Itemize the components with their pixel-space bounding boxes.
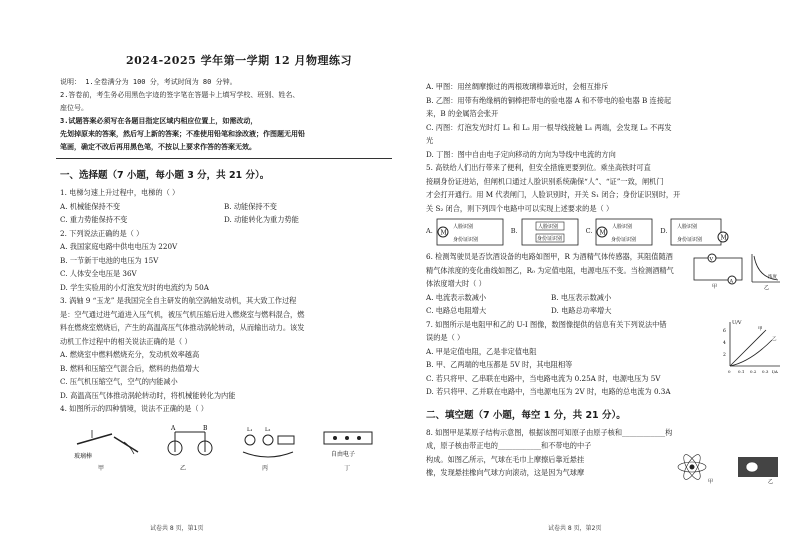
svg-text:B: B — [202, 424, 208, 432]
page-footer: 试卷共 8 页，第2页 — [548, 525, 602, 532]
note-line: 笔画，确定不改后再用黑色笔，不按以上要求作答的答案无效。 — [60, 143, 256, 151]
question-8 — [426, 426, 782, 485]
question-stem-line: 8. 如图甲是某原子结构示意图，根据该图可知原子由原子核和____________构 — [426, 427, 673, 437]
option-d[interactable]: D. 学生实验用的小灯泡发光时的电流约为 50A — [60, 282, 209, 292]
question-1 — [60, 186, 388, 227]
svg-text:浓度: 浓度 — [768, 275, 777, 280]
svg-text:0.1: 0.1 — [738, 368, 745, 374]
svg-text:L₁: L₁ — [247, 426, 253, 433]
page-footer: 试卷共 8 页，第1页 — [150, 525, 204, 532]
svg-text:甲: 甲 — [708, 478, 714, 485]
svg-text:乙: 乙 — [772, 336, 777, 342]
circuit-option-c[interactable] — [586, 217, 655, 247]
section-divider — [56, 158, 392, 159]
circuit-option-b[interactable] — [511, 217, 580, 247]
svg-text:身份证识别: 身份证识别 — [611, 237, 637, 243]
svg-text:M: M — [720, 234, 728, 242]
note-line: 座位号。 — [60, 104, 88, 112]
option-c[interactable]: C. 丙图：灯泡发光时灯 L₁ 和 L₂ 用一根导线接触 L₁ 两端，会发现 L₂ 不再发 — [426, 122, 672, 132]
option-b[interactable]: B. 乙图：用带有绝缘柄的铜棒把带电的验电器 A 和不带电的验电器 B 连接起 — [426, 95, 672, 105]
option-d[interactable]: D. 若只将甲、乙并联在电路中，当电源电压为 2V 时，电路的总电流为 0.3A — [426, 387, 671, 396]
question-stem-line: 5. 高铁给人们出行带来了便利，但安全措施更要到位。乘坐高铁时可直 — [426, 163, 651, 172]
option-c[interactable]: C. 人体安全电压是 36V — [60, 269, 137, 278]
question-6 — [426, 250, 782, 318]
option-b[interactable]: B. 动能保持不变 — [224, 201, 277, 211]
question-7 — [426, 318, 782, 399]
svg-text:0.2: 0.2 — [750, 368, 757, 374]
question-stem-line: 误的是（ ） — [426, 333, 465, 342]
option-c[interactable]: C. 电路总电阻增大 — [426, 306, 487, 315]
circuit-label: B. — [510, 227, 518, 236]
q5-circuit-options — [426, 217, 782, 247]
svg-text:人脸识别: 人脸识别 — [537, 224, 558, 230]
option-a[interactable]: A. 我国家庭电路中供电电压为 220V — [60, 242, 178, 251]
note-line: 说明： 1.全卷满分为 100 分，考试时间为 80 分钟。 — [60, 78, 237, 86]
option-a[interactable]: A. 机械能保持不变 — [60, 201, 121, 211]
section-heading: 一、选择题（7 小题，每小题 3 分，共 21 分）。 — [60, 170, 270, 181]
q8-figure — [672, 453, 782, 485]
question-stem-line: 体浓度增大时（ ） — [426, 279, 486, 288]
option-a[interactable]: A. 甲是定值电阻，乙是非定值电阻 — [426, 346, 537, 356]
option-b[interactable]: B. 燃料和压缩空气混合后，燃料的热值增大 — [60, 363, 200, 373]
question-5 — [426, 161, 782, 247]
figure-label: 乙 — [179, 464, 186, 472]
question-stem: 1. 电梯匀速上升过程中，电梯的（ ） — [60, 188, 180, 197]
option-d[interactable]: D. 动能转化为重力势能 — [224, 215, 299, 224]
option-c[interactable]: C. 压气机压缩空气，空气的内能减小 — [60, 377, 178, 386]
note-line: 2.答卷前，考生务必用黑色字迹的签字笔在答题卡上填写学校、班别、姓名、 — [60, 91, 300, 99]
question-4-options — [426, 80, 782, 161]
question-stem-line: 3. 涡轴 9 “玉龙” 是我国完全自主研发的航空涡轴发动机，其大致工作过程 — [60, 296, 297, 305]
circuit-label: A. — [426, 227, 433, 236]
right-column — [398, 0, 794, 546]
question-stem-line: 6. 检测驾驶员是否饮酒设备的电路如图甲，R 为酒精气体传感器，其阻值随酒 — [426, 252, 673, 261]
figure-ding-label: 自由电子 — [331, 450, 356, 458]
svg-text:身份证识别: 身份证识别 — [536, 236, 562, 242]
circuit-b-diagram — [520, 217, 580, 247]
section-heading: 二、填空题（7 小题，每空 1 分，共 21 分）。 — [426, 409, 626, 421]
svg-text:乙: 乙 — [768, 478, 774, 485]
svg-text:乙: 乙 — [764, 285, 770, 290]
svg-text:甲: 甲 — [712, 284, 718, 290]
figure-bing — [238, 422, 298, 462]
svg-text:2: 2 — [723, 352, 726, 358]
svg-text:6: 6 — [723, 328, 726, 334]
circuit-d-diagram — [669, 217, 731, 247]
svg-text:I/A: I/A — [772, 368, 778, 374]
exam-notes — [60, 76, 388, 154]
svg-text:4: 4 — [723, 340, 726, 346]
question-stem-line: 成，原子核由带正电的____________和不带电的中子 — [426, 441, 592, 450]
svg-text:U/V: U/V — [732, 319, 742, 326]
svg-text:人脸识别: 人脸识别 — [452, 224, 473, 230]
svg-text:0: 0 — [728, 368, 731, 374]
figure-ding — [321, 422, 376, 462]
svg-text:L₂: L₂ — [265, 426, 271, 433]
q4-figure-labels — [60, 462, 388, 476]
option-c-cont: 光 — [426, 136, 434, 145]
svg-text:V: V — [709, 256, 714, 263]
figure-label: 甲 — [97, 464, 104, 472]
question-stem-line: 关 S₂ 闭合，则下列四个电路中可以实现上述要求的是（ ） — [426, 203, 614, 213]
note-line: 先划掉原来的答案，然后写上新的答案；不准使用铅笔和涂改液；作图题无用铅 — [60, 130, 305, 138]
figure-jia-label: 玻璃棒 — [73, 452, 92, 460]
q4-figure-row — [60, 418, 388, 462]
question-3 — [60, 294, 388, 402]
question-stem-line: 构成。如图乙所示，气球在毛巾上摩擦后靠近悬挂 — [426, 454, 585, 464]
circuit-label: D. — [660, 227, 668, 236]
page-title: 2024-2025 学年第一学期 12 月物理练习 — [125, 54, 353, 67]
question-stem-line: 是：空气通过进气道进入压气机，被压气机压缩后进入燃烧室与燃料混合，燃 — [60, 309, 305, 319]
svg-text:A: A — [170, 424, 176, 432]
option-a[interactable]: A. 燃烧室中燃料燃烧充分，发动机效率越高 — [60, 350, 200, 359]
circuit-a-diagram — [435, 217, 505, 247]
svg-text:身份证识别: 身份证识别 — [452, 237, 478, 243]
option-b-cont: 来，B 的金属箔会张开 — [426, 109, 499, 118]
question-stem-line: 接刷身份证进站，但闸机口通过人脸识别系统确保“人”、“证”一致，闸机门 — [426, 176, 664, 186]
svg-text:0.3: 0.3 — [762, 368, 769, 374]
option-c[interactable]: C. 若只将甲、乙串联在电路中，当电路电流为 0.25A 时，电源电压为 5V — [426, 373, 661, 383]
svg-text:身份证识别: 身份证识别 — [677, 237, 703, 243]
question-stem: 4. 如图所示的四种情境，说法不正确的是（ ） — [60, 404, 208, 413]
question-stem-line: 才会打开通行。用 M 代表闸门，人脸识别时，开关 S₁ 闭合；身份证识别时，开 — [426, 190, 681, 199]
option-d[interactable]: D. 高温高压气体推动涡轮转动时，将机械能转化为内能 — [60, 390, 236, 400]
option-d[interactable]: D. 丁图：图中自由电子定向移动的方向为导线中电流的方向 — [426, 149, 616, 159]
svg-text:M: M — [440, 229, 447, 237]
question-stem-line: 7. 如图所示是电阻甲和乙的 U-I 图像，数图像提供的信息有关下列说法中错 — [426, 319, 667, 329]
figure-label: 丁 — [343, 464, 350, 472]
note-line: 3.试题答案必须写在各题目指定区域内相应位置上，如需改动， — [60, 117, 258, 125]
figure-yi — [165, 422, 215, 462]
figure-jia — [72, 422, 142, 462]
question-4 — [60, 402, 388, 475]
q6-figure — [692, 250, 782, 290]
figure-label: 丙 — [261, 464, 268, 472]
svg-text:甲: 甲 — [758, 326, 763, 332]
option-a[interactable]: A. 电流表示数减小 — [426, 292, 487, 302]
svg-text:A: A — [729, 278, 734, 285]
svg-text:M: M — [599, 229, 607, 237]
circuit-option-d[interactable] — [660, 217, 731, 247]
question-stem-line: 动机工作过程中的相关说法正确的是（ ） — [60, 336, 192, 346]
question-stem: 2. 下列说法正确的是（ ） — [60, 228, 144, 238]
question-stem-line: 料在燃烧室燃烧后，产生的高温高压气体推动涡轮转动，从而输出动力。该发 — [60, 323, 305, 332]
option-d[interactable]: D. 电路总功率增大 — [551, 306, 612, 315]
circuit-label: C. — [585, 227, 593, 236]
svg-text:人脸识别: 人脸识别 — [612, 224, 633, 230]
circuit-c-diagram — [594, 217, 654, 247]
option-b[interactable]: B. 电压表示数减小 — [551, 292, 612, 302]
option-c[interactable]: C. 重力势能保持不变 — [60, 215, 128, 224]
question-2 — [60, 227, 388, 295]
option-b[interactable]: B. 一节新干电池的电压为 15V — [60, 255, 159, 265]
option-b[interactable]: B. 甲、乙两端的电压都是 5V 时，其电阻相等 — [426, 360, 573, 369]
question-stem-line: 橡，发现悬挂橡向气球方向滚动，这是因为气球摩 — [426, 468, 585, 477]
circuit-option-a[interactable] — [426, 217, 505, 247]
question-stem-line: 精气体浓度的变化曲线如图乙，R₀ 为定值电阻，电源电压不变。当检测酒精气 — [426, 265, 674, 275]
svg-text:人脸识别: 人脸识别 — [677, 224, 698, 230]
option-a[interactable]: A. 甲图：用丝绸摩擦过的两根玻璃棒靠近时，会相互排斥 — [426, 82, 609, 91]
q7-ui-graph — [720, 318, 782, 376]
